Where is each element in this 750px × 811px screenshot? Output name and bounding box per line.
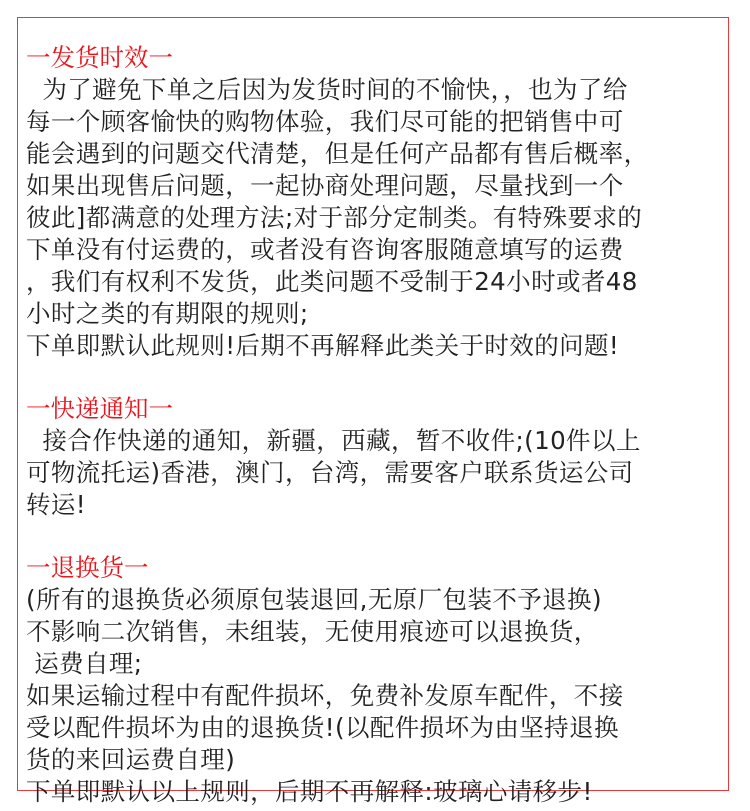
text-line: 不影响二次销售，未组装，无使用痕迹可以退换货， <box>26 617 599 646</box>
text-line: 如果出现售后问题，一起协商处理问题，尽量找到一个 <box>26 171 624 200</box>
text-line: 能会遇到的问题交代清楚，但是任何产品都有售后概率， <box>26 139 649 168</box>
text-line: 可物流托运)香港，澳门，台湾，需要客户联系货运公司 <box>26 458 634 487</box>
text-line: 货的来回运费自理) <box>26 745 236 774</box>
text-line: 下单即默认以上规则，后期不再解释:玻璃心请移步! <box>26 777 593 806</box>
courier-notice-section <box>26 393 726 521</box>
text-line: 下单即默认此规则!后期不再解释此类关于时效的问题! <box>26 331 620 360</box>
section-heading: 一发货时效一 <box>26 43 173 72</box>
section-heading: 一退换货一 <box>26 553 149 582</box>
returns-section <box>26 552 726 808</box>
text-line: 如果运输过程中有配件损坏，免费补发原车配件，不接 <box>26 681 624 710</box>
text-line: 受以配件损坏为由的退换货!(以配件损坏为由坚持退换 <box>26 713 619 742</box>
text-line: 运费自理; <box>26 649 143 678</box>
text-line: 每一个顾客愉快的购物体验，我们尽可能的把销售中可 <box>26 107 624 136</box>
notice-content <box>26 42 726 808</box>
text-line: ，我们有权利不发货，此类问题不受制于24小时或者48 <box>26 267 638 296</box>
text-line: 彼此]都满意的处理方法;对于部分定制类。有特殊要求的 <box>26 203 643 232</box>
text-line: 转运! <box>26 490 87 519</box>
section-heading: 一快递通知一 <box>26 394 173 423</box>
text-line: 下单没有付运费的，或者没有咨询客服随意填写的运费 <box>26 235 624 264</box>
text-line: 为了避免下单之后因为发货时间的不愉快，，也为了给 <box>26 75 628 104</box>
text-line: 接合作快递的通知，新疆，西藏，暂不收件;(10件以上 <box>26 426 641 455</box>
text-line: (所有的退换货必须原包装退回,无原厂包装不予退换) <box>26 585 602 614</box>
text-line: 小时之类的有期限的规则; <box>26 299 309 328</box>
shipping-time-section <box>26 42 726 362</box>
